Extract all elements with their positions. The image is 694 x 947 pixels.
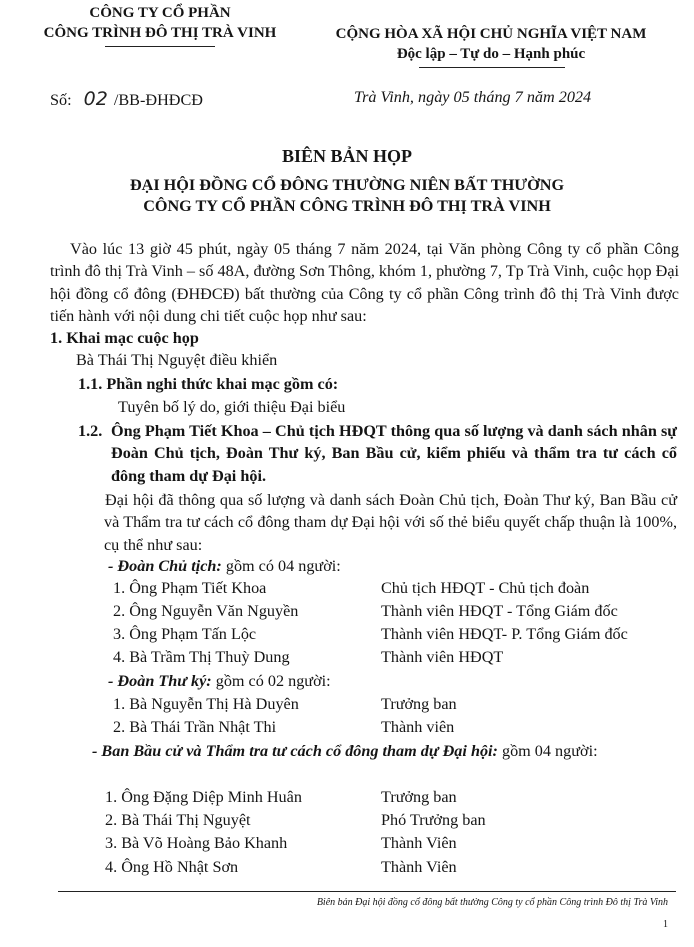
election-member-name: 4. Ông Hồ Nhật Sơn	[105, 858, 239, 876]
doc-number-suffix: /BB-ĐHĐCĐ	[113, 91, 203, 109]
company-name-line1: CÔNG TY CỔ PHẦN	[89, 5, 231, 21]
company-name-line2: CÔNG TRÌNH ĐÔ THỊ TRÀ VINH	[43, 25, 277, 41]
presidium-member-role: Thành viên HĐQT- P. Tổng Giám đốc	[381, 625, 628, 643]
election-label: - Ban Bầu cử và Thẩm tra tư cách cổ đông tham dự Đại hội:	[92, 742, 498, 760]
section-1-2-number: 1.2.	[78, 422, 103, 440]
intro-paragraph: Vào lúc 13 giờ 45 phút, ngày 05 tháng 7 năm 2024, tại Văn phòng Công ty cổ phần Công trình đô thị Trà Vinh – số 48A, đường Sơn Thông, khóm 1, phường 7, Tp Trà Vinh, cuộc họp Đại hội đồng cổ đông (ĐHĐCĐ) bất thường của Công ty cổ phần Công trình đô thị Trà Vinh được tiến hành với nội dung chi tiết cuộc họp như sau:	[50, 240, 679, 325]
chair-line: Bà Thái Thị Nguyệt điều khiển	[76, 351, 278, 369]
presidium-member-name: 3. Ông Phạm Tấn Lộc	[113, 625, 257, 643]
secretariat-member-name: 1. Bà Nguyễn Thị Hà Duyên	[113, 695, 299, 713]
section-1-2-heading: Ông Phạm Tiết Khoa – Chủ tịch HĐQT thông qua số lượng và danh sách nhân sự Đoàn Chủ tịch, Đoàn Thư ký, Ban Bầu cử, kiểm phiếu và thẩm tra tư cách cổ đông tham dự Đại hội.	[111, 422, 677, 485]
footer-text: Biên bản Đại hội đồng cổ đông bất thường Công ty cổ phần Công trình Đô thị Trà Vinh	[316, 897, 668, 908]
document-title: BIÊN BẢN HỌP	[281, 146, 413, 166]
secretariat-count: gồm có 02 người:	[211, 672, 331, 690]
secretariat-member-name: 2. Bà Thái Trần Nhật Thi	[113, 718, 277, 736]
presidium-member-name: 4. Bà Trầm Thị Thuỳ Dung	[113, 648, 290, 666]
document-subtitle-line2: CÔNG TY CỔ PHẦN CÔNG TRÌNH ĐÔ THỊ TRÀ VINH	[143, 197, 551, 215]
election-count: gồm 04 người:	[497, 742, 598, 760]
election-member-name: 3. Bà Võ Hoàng Bảo Khanh	[105, 834, 288, 852]
document-number	[50, 88, 203, 110]
election-heading	[92, 740, 677, 762]
presidium-member-role: Thành viên HĐQT	[381, 648, 504, 666]
presidium-heading	[108, 555, 341, 577]
document-subtitle-line1: ĐẠI HỘI ĐỒNG CỔ ĐÔNG THƯỜNG NIÊN BẤT THƯỜNG	[129, 176, 565, 194]
section-1-heading: 1. Khai mạc cuộc họp	[50, 329, 199, 347]
election-member-name: 1. Ông Đặng Diệp Minh Huân	[105, 788, 302, 806]
election-member-role: Thành Viên	[381, 834, 457, 852]
presidium-count: gồm có 04 người:	[221, 557, 341, 575]
presidium-member-name: 1. Ông Phạm Tiết Khoa	[113, 579, 267, 597]
place-date: Trà Vinh, ngày 05 tháng 7 năm 2024	[354, 88, 592, 106]
presidium-member-role: Chủ tịch HĐQT - Chủ tịch đoàn	[381, 579, 590, 597]
election-member-role: Phó Trưởng ban	[381, 811, 486, 829]
presidium-label: - Đoàn Chủ tịch:	[108, 557, 222, 575]
election-member-role: Thành Viên	[381, 858, 457, 876]
secretariat-member-role: Trưởng ban	[381, 695, 457, 713]
secretariat-member-role: Thành viên	[381, 718, 455, 736]
republic-title: CỘNG HÒA XÃ HỘI CHỦ NGHĨA VIỆT NAM	[335, 26, 647, 42]
section-1-1-heading: 1.1. Phần nghi thức khai mạc gồm có:	[78, 375, 339, 393]
national-motto: Độc lập – Tự do – Hạnh phúc	[396, 46, 586, 62]
doc-number-handwritten: 02	[83, 88, 108, 110]
footer-rule	[58, 891, 676, 892]
secretariat-heading	[108, 670, 331, 692]
section-1-1-text: Tuyên bố lý do, giới thiệu Đại biểu	[118, 398, 346, 416]
election-member-name: 2. Bà Thái Thị Nguyệt	[105, 811, 251, 829]
presidium-member-name: 2. Ông Nguyễn Văn Nguyền	[113, 602, 299, 620]
presidium-member-role: Thành viên HĐQT - Tổng Giám đốc	[381, 602, 618, 620]
company-underline	[105, 46, 215, 47]
section-1-2-text: Đại hội đã thông qua số lượng và danh sách Đoàn Chủ tịch, Đoàn Thư ký, Ban Bầu cử và Thẩm tra tư cách cổ đông tham dự Đại hội với số thẻ biểu quyết chấp thuận là 100%, cụ thể như sau:	[104, 491, 677, 554]
doc-number-prefix: Số:	[50, 91, 72, 109]
secretariat-label: - Đoàn Thư ký:	[108, 672, 212, 690]
page-number: 1	[663, 919, 668, 930]
election-member-role: Trưởng ban	[381, 788, 457, 806]
motto-underline	[419, 67, 565, 68]
